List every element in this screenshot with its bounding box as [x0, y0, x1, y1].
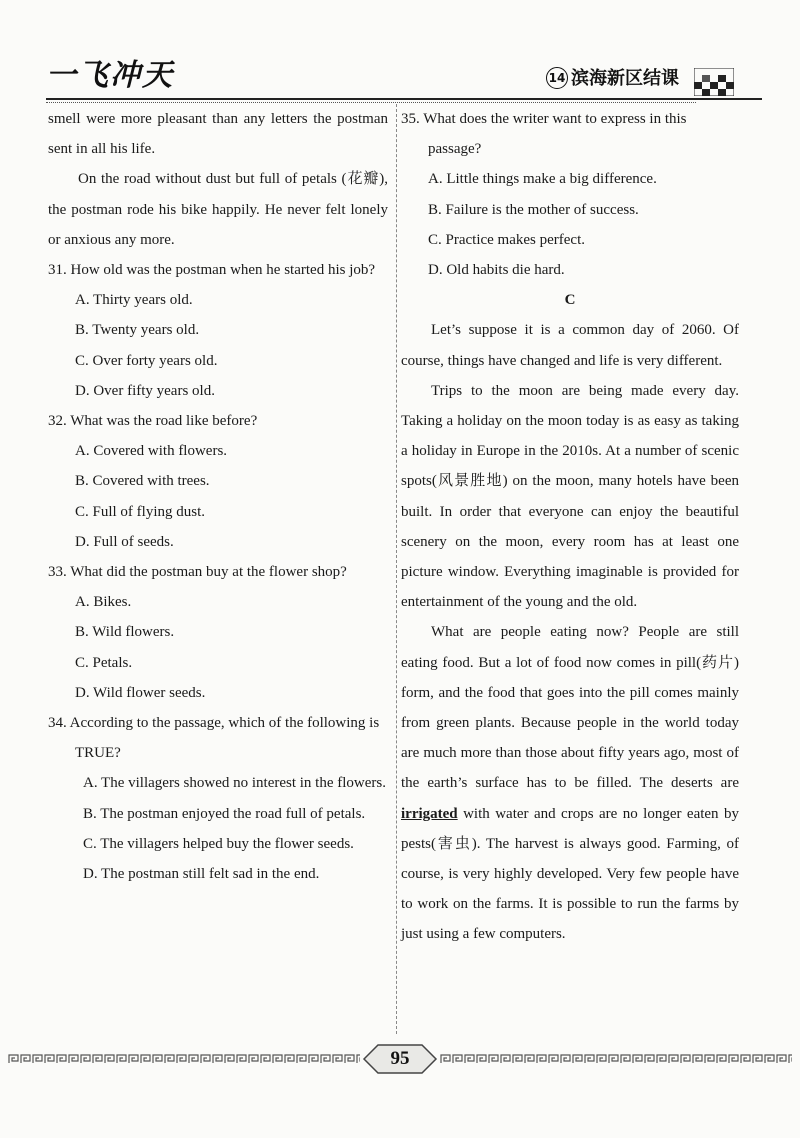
option: C. The villagers helped buy the flower seeds.	[83, 835, 354, 852]
option: A. Thirty years old.	[75, 292, 193, 309]
series-logo: 一飞冲天	[46, 58, 174, 93]
page-header	[0, 0, 800, 110]
passage-paragraph: On the road without dust but full of petals (花瓣), the postman rode his bike happily. He never felt lonely or anxious any more.	[48, 171, 388, 248]
option: C. Practice makes perfect.	[428, 231, 586, 248]
option: B. Failure is the mother of success.	[428, 201, 639, 218]
checker-ornament-icon	[694, 68, 734, 96]
series-title-text: 滨海新区结课	[571, 68, 679, 89]
option: B. Covered with trees.	[75, 473, 210, 490]
option: B. Twenty years old.	[75, 322, 200, 339]
passage-text: with water and crops are no longer eaten by pests(害虫). The harvest is always good. Farming, of course, is very highly developed. Very few people have to work on the farms. It is possible to run the farms by just using a few computers.	[401, 805, 739, 943]
passage-paragraph: Trips to the moon are being made every day. Taking a holiday on the moon today is as easy as taking a holiday in Europe in the 2010s. At a number of scenic spots(风景胜地) on the moon, many hotels have been built. In order that everyone can enjoy the beautiful scenery on the moon, every room has at least one picture window. Everything imaginable is provided for entertainment of the young and the old.	[401, 382, 739, 611]
option: B. Wild flowers.	[75, 624, 175, 641]
question-32: 32. What was the road like before?	[48, 413, 258, 430]
question-34: 34. According to the passage, which of the following is TRUE?	[48, 715, 380, 762]
section-heading: C	[564, 292, 576, 309]
option: A. Covered with flowers.	[75, 443, 228, 460]
meander-border-icon	[8, 1054, 360, 1064]
question-31: 31. How old was the postman when he started his job?	[48, 262, 376, 279]
option: A. Bikes.	[75, 594, 132, 611]
option: A. The villagers showed no interest in the flowers.	[83, 775, 386, 792]
passage-paragraph: smell were more pleasant than any letters the postman sent in all his life.	[48, 111, 388, 158]
option: C. Over forty years old.	[75, 352, 218, 369]
left-column	[48, 104, 388, 889]
header-rule	[46, 98, 762, 100]
question-33: 33. What did the postman buy at the flower shop?	[48, 564, 347, 581]
meander-border-icon	[440, 1054, 792, 1064]
option: D. Full of seeds.	[75, 533, 174, 550]
column-divider	[396, 104, 397, 1034]
option: A. Little things make a big difference.	[428, 171, 657, 188]
passage-text: What are people eating now? People are still eating food. But a lot of food now comes in pill(药片) form, and the food that goes into the pill comes mainly from green plants. Because people in the world today are much more than those about fifty years ago, most of the earth’s surface has to be filled. The deserts are	[401, 624, 739, 792]
option: B. The postman enjoyed the road full of petals.	[83, 805, 366, 822]
header-dotted-rule	[46, 102, 696, 103]
option: D. Old habits die hard.	[428, 262, 565, 279]
option: D. Wild flower seeds.	[75, 684, 206, 701]
passage-paragraph: Let’s suppose it is a common day of 2060. Of course, things have changed and life is very different.	[401, 322, 739, 369]
highlighted-word: irrigated	[401, 805, 458, 822]
option: C. Full of flying dust.	[75, 503, 206, 520]
option: D. Over fifty years old.	[75, 382, 215, 399]
series-title	[546, 64, 679, 90]
page-footer	[0, 1040, 800, 1080]
right-column	[401, 104, 739, 950]
question-35: 35. What does the writer want to express in this passage?	[401, 111, 687, 158]
series-number: 14	[546, 67, 568, 89]
option: D. The postman still felt sad in the end.	[83, 866, 320, 883]
passage-paragraph	[401, 617, 739, 949]
page-number: 95	[390, 1048, 410, 1069]
option: C. Petals.	[75, 654, 133, 671]
